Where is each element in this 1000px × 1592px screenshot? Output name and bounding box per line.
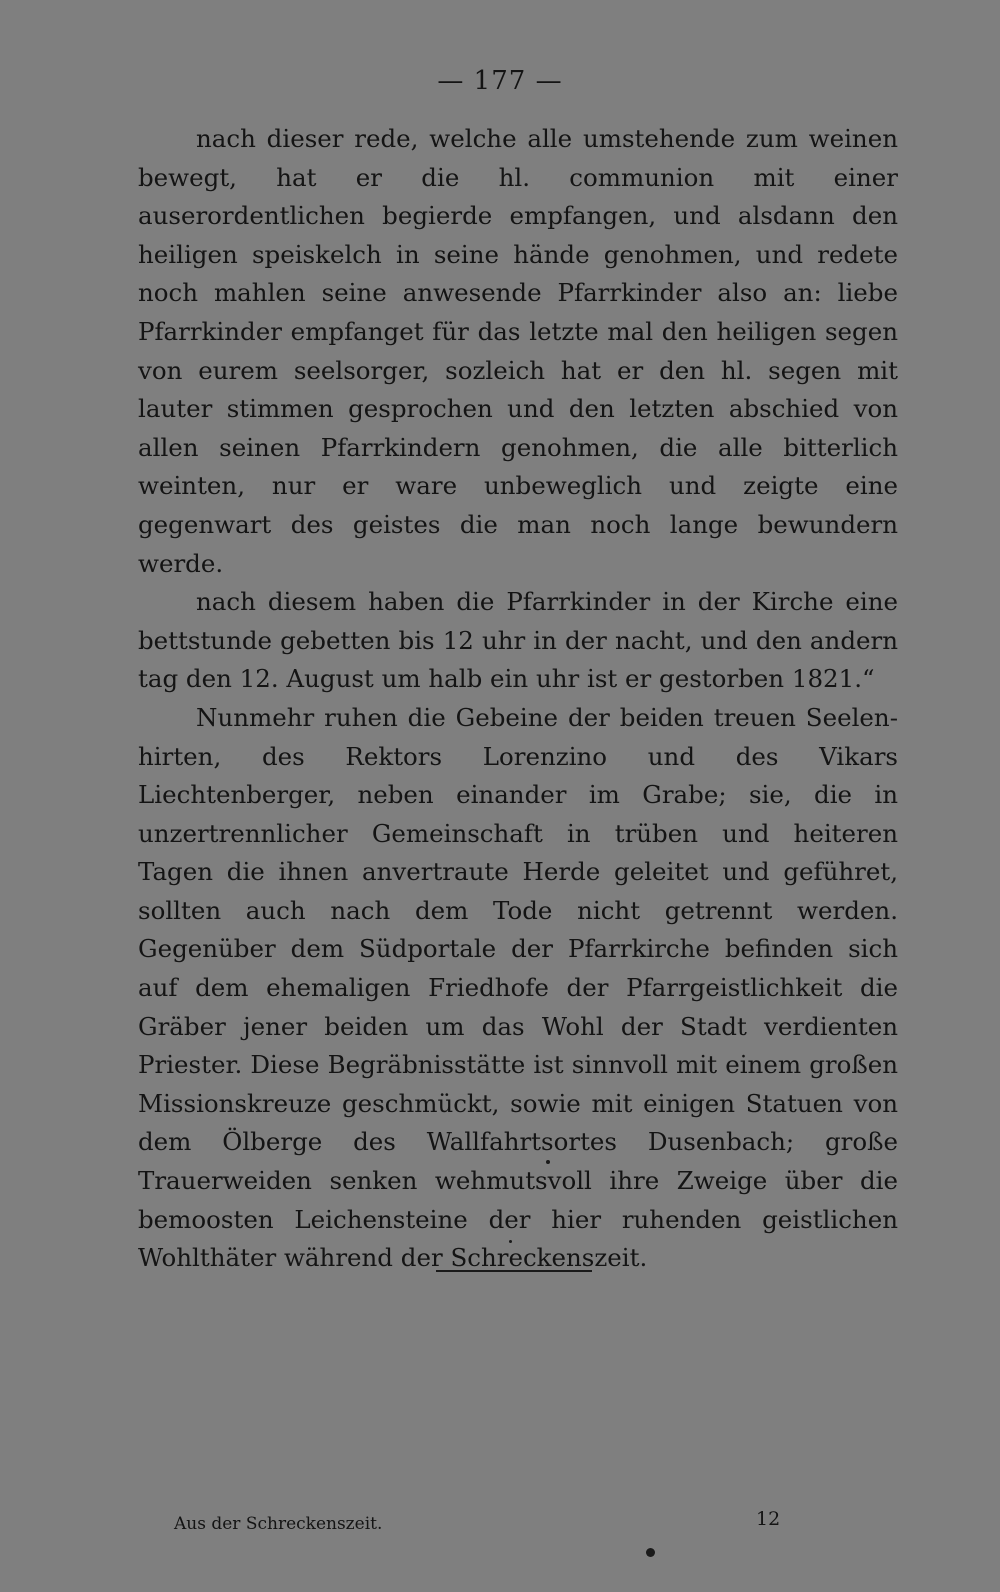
- paragraph-1: nach dieser rede, welche alle umstehende zum weinen bewegt, hat er die hl. communion mit einer auserordentlichen begierde empfangen, und alsdann den heiligen speiskelch in seine hände genohmen, und redete noch mahlen seine anwesende Pfarrkinder also an: liebe Pfarrkinder empfanget für das letzte mal den heiligen segen von eurem seelsorger, sozleich hat er den hl. segen mit lauter stimmen gesprochen und den letzten abschied von allen seinen Pfarrkindern genohmen, die alle bitterlich weinten, nur er ware unbeweglich und zeigte eine gegenwart des geistes die man noch lange bewundern werde.: [138, 124, 898, 578]
- signature-mark: 12: [756, 1508, 781, 1530]
- body-text: [138, 120, 898, 1278]
- ink-speck: [509, 1240, 512, 1243]
- closing-rule: [436, 1270, 592, 1272]
- footer-title: Aus der Schreckenszeit.: [174, 1514, 383, 1534]
- ink-speck: [646, 1548, 655, 1557]
- page-number: — 177 —: [437, 66, 563, 96]
- paragraph-3: Nunmehr ruhen die Gebeine der beiden treuen Seelenhirten, des Rektors Lorenzino und des Vikars Liechtenberger, neben einander im Grabe; sie, die in unzertrennlicher Gemeinschaft in trüben und heiteren Tagen die ihnen anvertraute Herde geleitet und geführet, sollten auch nach dem Tode nicht getrennt werden. Gegenüber dem Südportale der Pfarrkirche befinden sich auf dem ehemaligen Friedhofe der Pfarrgeistlichkeit die Gräber jener beiden um das Wohl der Stadt verdienten Priester. Diese Begräbnisstätte ist sinnvoll mit einem großen Missionskreuze geschmückt, sowie mit einigen Statuen von dem Ölberge des Wallfahrtsortes Dusenbach; große Trauerweiden senken wehmutsvoll ihre Zweige über die bemoosten Leichensteine der hier ruhenden geistlichen Wohlthäter während der Schreckenszeit.: [138, 702, 898, 1273]
- paragraph-2: nach diesem haben die Pfarrkinder in der Kirche eine bettstunde gebetten bis 12 uhr in der nacht, und den andern tag den 12. August um halb ein uhr ist er gestorben 1821.“: [138, 587, 898, 694]
- ink-speck: [546, 1160, 550, 1164]
